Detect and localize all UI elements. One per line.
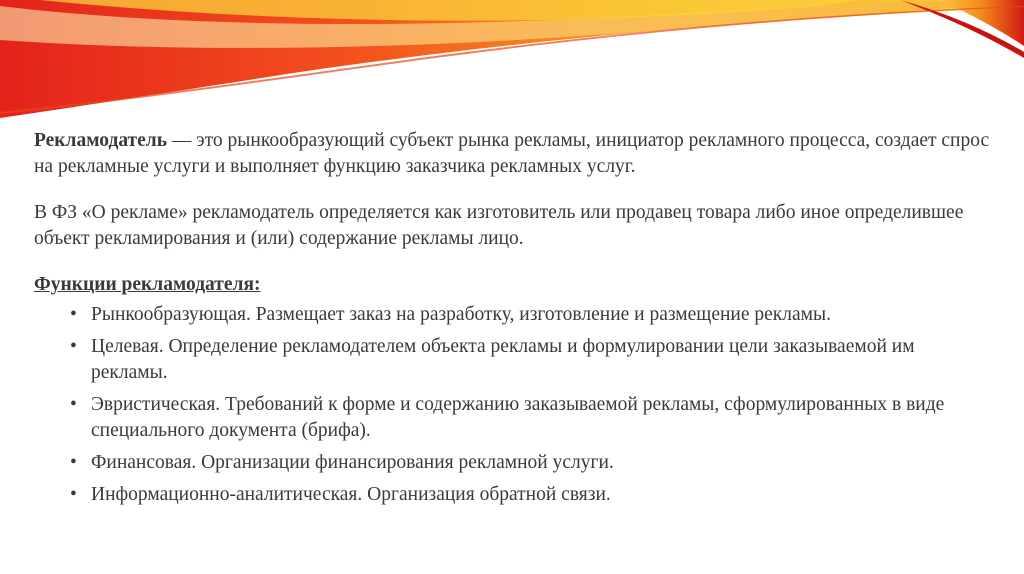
definition-text: — это рынкообразующий субъект рынка рекламы, инициатор рекламного процесса, создает спрос на рекламные услуги и выполняет функцию заказчика рекламных услуг.	[34, 130, 990, 177]
bullet-icon: •	[70, 484, 77, 505]
list-item-text: Эвристическая. Требований к форме и содержанию заказываемой рекламы, сформулированных в виде специального документа (брифа).	[91, 394, 945, 441]
list-item	[34, 392, 994, 444]
bullet-icon: •	[70, 336, 77, 357]
term-advertiser: Рекламодатель	[34, 130, 168, 151]
law-paragraph: В ФЗ «О рекламе» рекламодатель определяется как изготовитель или продавец товара либо иное определившее объект рекламирования и (или) содержание рекламы лицо.	[34, 202, 964, 249]
list-item	[34, 334, 994, 386]
bullet-icon: •	[70, 452, 77, 473]
bullet-icon: •	[70, 304, 77, 325]
list-item	[34, 482, 994, 508]
list-item	[34, 450, 994, 476]
list-item-text: Рынкообразующая. Размещает заказ на разработку, изготовление и размещение рекламы.	[91, 304, 831, 325]
functions-heading: Функции рекламодателя:	[34, 274, 261, 295]
list-item-text: Целевая. Определение рекламодателем объекта рекламы и формулировании цели заказываемой им рекламы.	[91, 336, 915, 383]
decorative-swoosh-banner	[0, 0, 1024, 140]
list-item-text: Финансовая. Организации финансирования рекламной услуги.	[91, 452, 614, 473]
list-item	[34, 302, 994, 328]
bullet-icon: •	[70, 394, 77, 415]
slide-content	[34, 128, 994, 514]
list-item-text: Информационно-аналитическая. Организация обратной связи.	[91, 484, 611, 505]
definition-paragraph	[34, 128, 994, 180]
functions-list	[34, 302, 994, 508]
